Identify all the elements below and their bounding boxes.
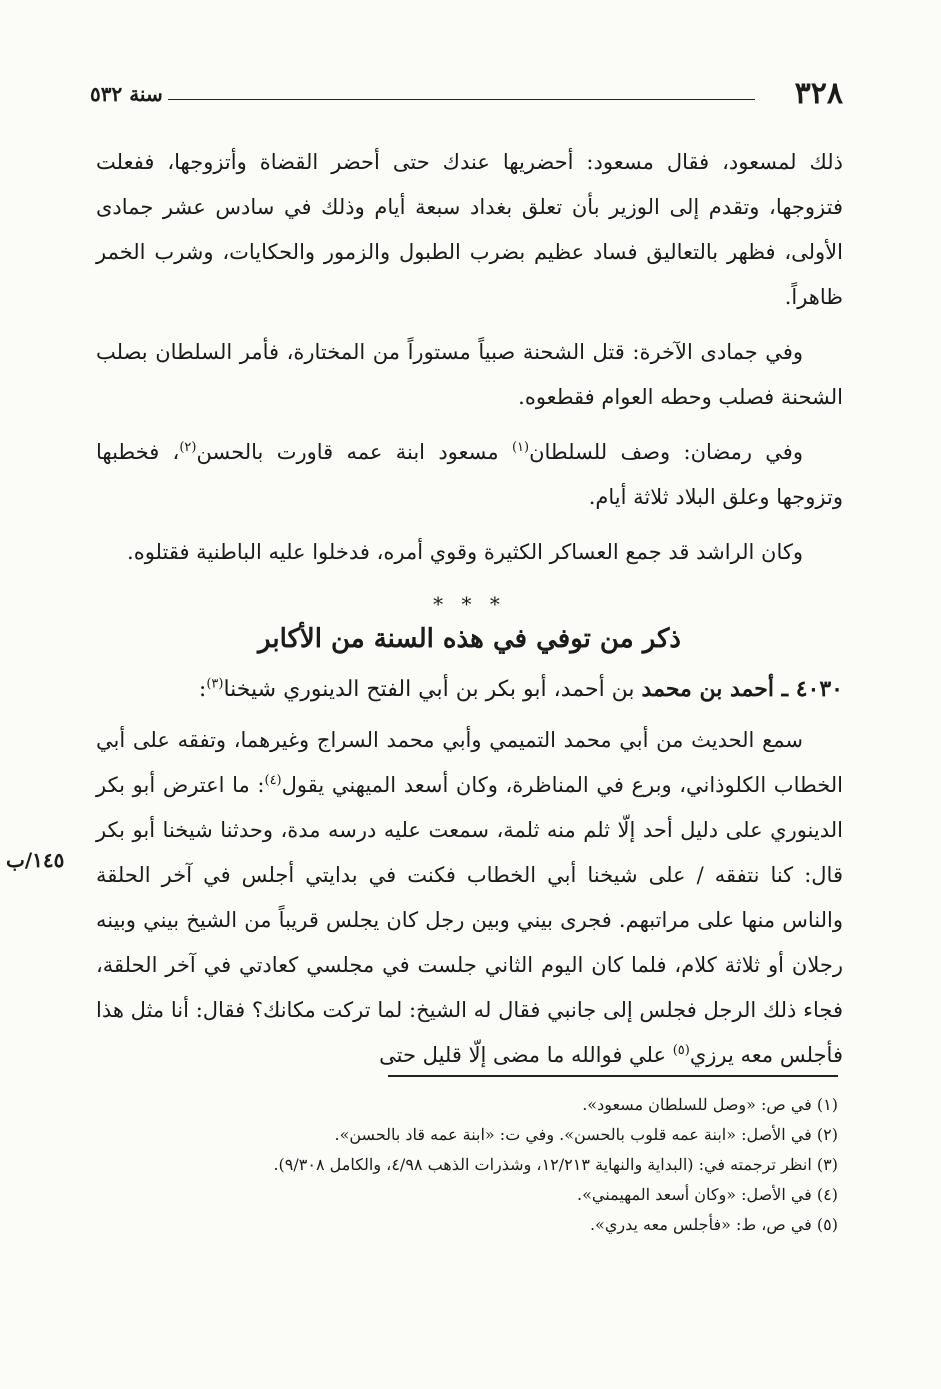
paragraph-text: : ما اعترض أبو بكر الدينوري على دليل أحد إلّا ثلم منه ثلمة، سمعت عليه درسه مدة، وحدثنا شيخنا أبو بكر قال: كنا نتفقه / على شيخنا أبي الخطاب فكنت في بدايتي أجلس في آخر الحلقة والناس منها على مراتبهم. فجرى بيني وبين رجل كان يجلس قريباً من الشيخ بيني وبينه رجلان أو ثلاثة كلام، فلما كان اليوم الثاني جلست في مجلسي كعادتي في آخر الحلقة، فجاء ذلك الرجل فجلس إلى جانبي فقال له الشيخ: لما تركت مكانك؟ فقال: أنا مثل هذا فأجلس معه يرزي	[96, 773, 843, 1067]
footnote-ref: (٢)	[179, 440, 197, 455]
paragraph-text: سمع الحديث من أبي محمد التميمي وأبي محمد السراج وغيرهما، وتفقه على أبي الخطاب الكلوذاني، وبرع في المناظرة، وكان أسعد الميهني يقول	[96, 728, 843, 797]
footnotes	[100, 1090, 838, 1240]
paragraph-text: وفي جمادى الآخرة: قتل الشحنة صبياً مستوراً من المختارة، فأمر السلطان بصلب الشحنة فصلب وحطه العوام فقطعوه.	[96, 340, 843, 409]
paragraph-text: وكان الراشد قد جمع العساكر الكثيرة وقوي أمره، فدخلوا عليه الباطنية فقتلوه.	[127, 540, 803, 564]
footnote-ref: (٥)	[672, 1043, 690, 1058]
footnote-ref: (٤)	[264, 773, 282, 788]
entry-colon: :	[198, 677, 207, 702]
footnote: (٤) في الأصل: «وكان أسعد المهيمني».	[577, 1185, 838, 1204]
manuscript-folio-marker: ١٤٥/ب	[6, 848, 65, 872]
paragraph-text: ذلك لمسعود، فقال مسعود: أحضريها عندك حتى أحضر القضاة وأتزوجها، ففعلت فتزوجها، وتقدم إلى الوزير بأن تعلق بغداد سبعة أيام وذلك في سادس عشر جمادى الأولى، فظهر بالتعاليق فساد عظيم بضرب الطبول والزمور والحكايات، وشرب الخمر ظاهراً.	[96, 150, 843, 309]
section-ornament: * * *	[433, 592, 506, 616]
paragraph	[96, 430, 843, 520]
paragraph	[96, 718, 843, 1078]
entry-lineage: بن أحمد، أبو بكر بن أبي الفتح الدينوري شيخنا	[223, 677, 642, 702]
entry-name: ٤٠٣٠ ـ أحمد بن محمد	[641, 676, 843, 702]
paragraph-text: علي فوالله ما مضى إلّا قليل حتى	[379, 1043, 673, 1067]
paragraph	[96, 330, 843, 420]
biography-entry-heading	[96, 667, 843, 712]
paragraph	[96, 530, 843, 575]
footnote: (٥) في ص، ط: «فأجلس معه يدري».	[589, 1215, 838, 1234]
footnote-ref: (٣)	[206, 676, 224, 692]
page-header	[90, 76, 843, 116]
section-title: ذكر من توفي في هذه السنة من الأكابر	[257, 624, 681, 654]
main-text	[96, 140, 843, 1078]
paragraph-text: مسعود ابنة عمه قاورت بالحسن	[196, 440, 512, 464]
footnote-rule	[388, 1075, 838, 1077]
footnote: (١) في ص: «وصل للسلطان مسعود».	[582, 1095, 838, 1114]
page-number: ٣٢٨	[794, 76, 843, 111]
running-head-year: سنة ٥٣٢	[90, 82, 163, 106]
footnote: (٢) في الأصل: «ابنة عمه قلوب بالحسن». وفي ت: «ابنة عمه قاد بالحسن».	[334, 1125, 838, 1144]
footnote-ref: (١)	[511, 440, 530, 455]
footnote: (٣) انظر ترجمته في: (البداية والنهاية ١٢/٢١٣، وشذرات الذهب ٤/٩٨، والكامل ٩/٣٠٨).	[273, 1155, 838, 1174]
header-rule	[168, 99, 755, 100]
paragraph-text: وفي رمضان: وصف للسلطان	[529, 440, 803, 464]
paragraph	[96, 140, 843, 320]
paragraph-text: ، فخطبها وتزوجها وعلق البلاد ثلاثة أيام.	[96, 440, 843, 509]
